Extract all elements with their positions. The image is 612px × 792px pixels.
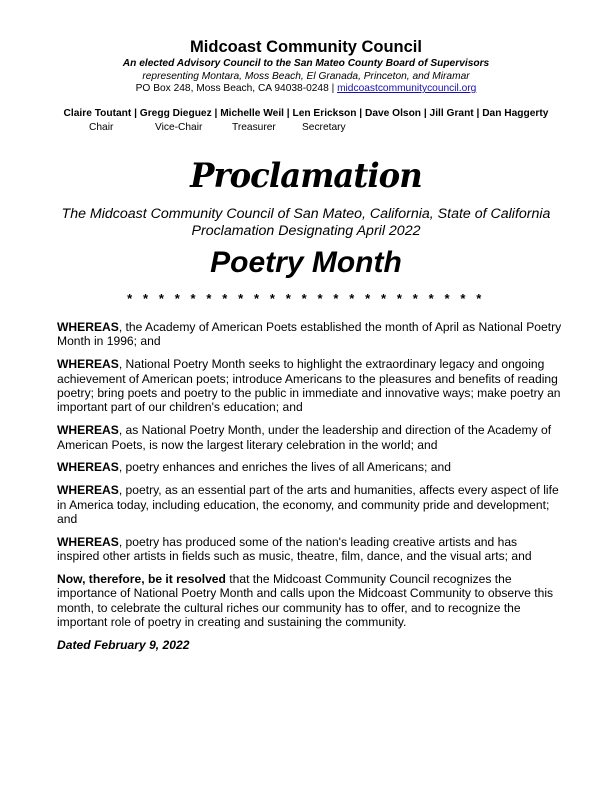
subtitle-1: The Midcoast Community Council of San Mateo, California, State of California	[61, 206, 551, 222]
star-divider: * * * * * * * * * * * * * * * * * * * * * * *	[127, 291, 485, 306]
whereas-paragraph: WHEREAS, poetry enhances and enriches the lives of all Americans; and	[57, 460, 451, 475]
dated-line: Dated February 9, 2022	[57, 638, 190, 653]
role-vice-chair: Vice-Chair	[155, 122, 203, 133]
whereas-paragraph: WHEREAS, as National Poetry Month, under the leadership and direction of the Academy of American Poets, is now the largest literary celebration in the world; and	[57, 423, 552, 452]
website-link[interactable]: midcoastcommunitycouncil.org	[337, 83, 477, 94]
whereas-paragraph: WHEREAS, poetry has produced some of the nation's leading creative artists and has inspired other artists in fields such as music, theatre, film, dance, and the visual arts; and	[57, 534, 532, 564]
role-chair: Chair	[89, 122, 114, 133]
role-treasurer: Treasurer	[232, 122, 276, 133]
members-list: Claire Toutant | Gregg Dieguez | Michelle Weil | Len Erickson | Dave Olson | Jill Grant | Dan Haggerty	[63, 108, 549, 119]
subtitle-2: Proclamation Designating April 2022	[191, 223, 421, 239]
proclamation-title: Proclamation	[190, 156, 422, 196]
resolution-paragraph: Now, therefore, be it resolved that the Midcoast Community Council recognizes the importance of National Poetry Month and calls upon the Midcoast Community to observe this month, to celebrate the cultural riches our community has to offer, and to recognize the important role of poetry in creating and sustaining the community.	[57, 572, 554, 630]
address: PO Box 248, Moss Beach, CA 94038-0248 |	[135, 83, 338, 94]
tagline: An elected Advisory Council to the San Mateo County Board of Supervisors	[122, 58, 490, 69]
poetry-month-heading: Poetry Month	[210, 246, 402, 279]
representing-line: representing Montara, Moss Beach, El Granada, Princeton, and Miramar	[142, 71, 470, 82]
address-line	[0, 83, 612, 94]
whereas-paragraph: WHEREAS, poetry, as an essential part of the arts and humanities, affects every aspect of life in America today, including education, the economy, and community pride and development; and	[57, 483, 559, 527]
whereas-paragraph: WHEREAS, the Academy of American Poets established the month of April as National Poetry Month in 1996; and	[57, 320, 562, 349]
proclamation-body	[57, 320, 562, 661]
role-secretary: Secretary	[302, 122, 346, 133]
org-name: Midcoast Community Council	[190, 38, 422, 56]
whereas-paragraph: WHEREAS, National Poetry Month seeks to highlight the extraordinary legacy and ongoing achievement of American poets; introduce Americans to the pleasures and benefits of reading poetry; bring poets and poetry to the public in immediate and innovative ways; make poetry an important part of our children's education; and	[57, 357, 561, 415]
